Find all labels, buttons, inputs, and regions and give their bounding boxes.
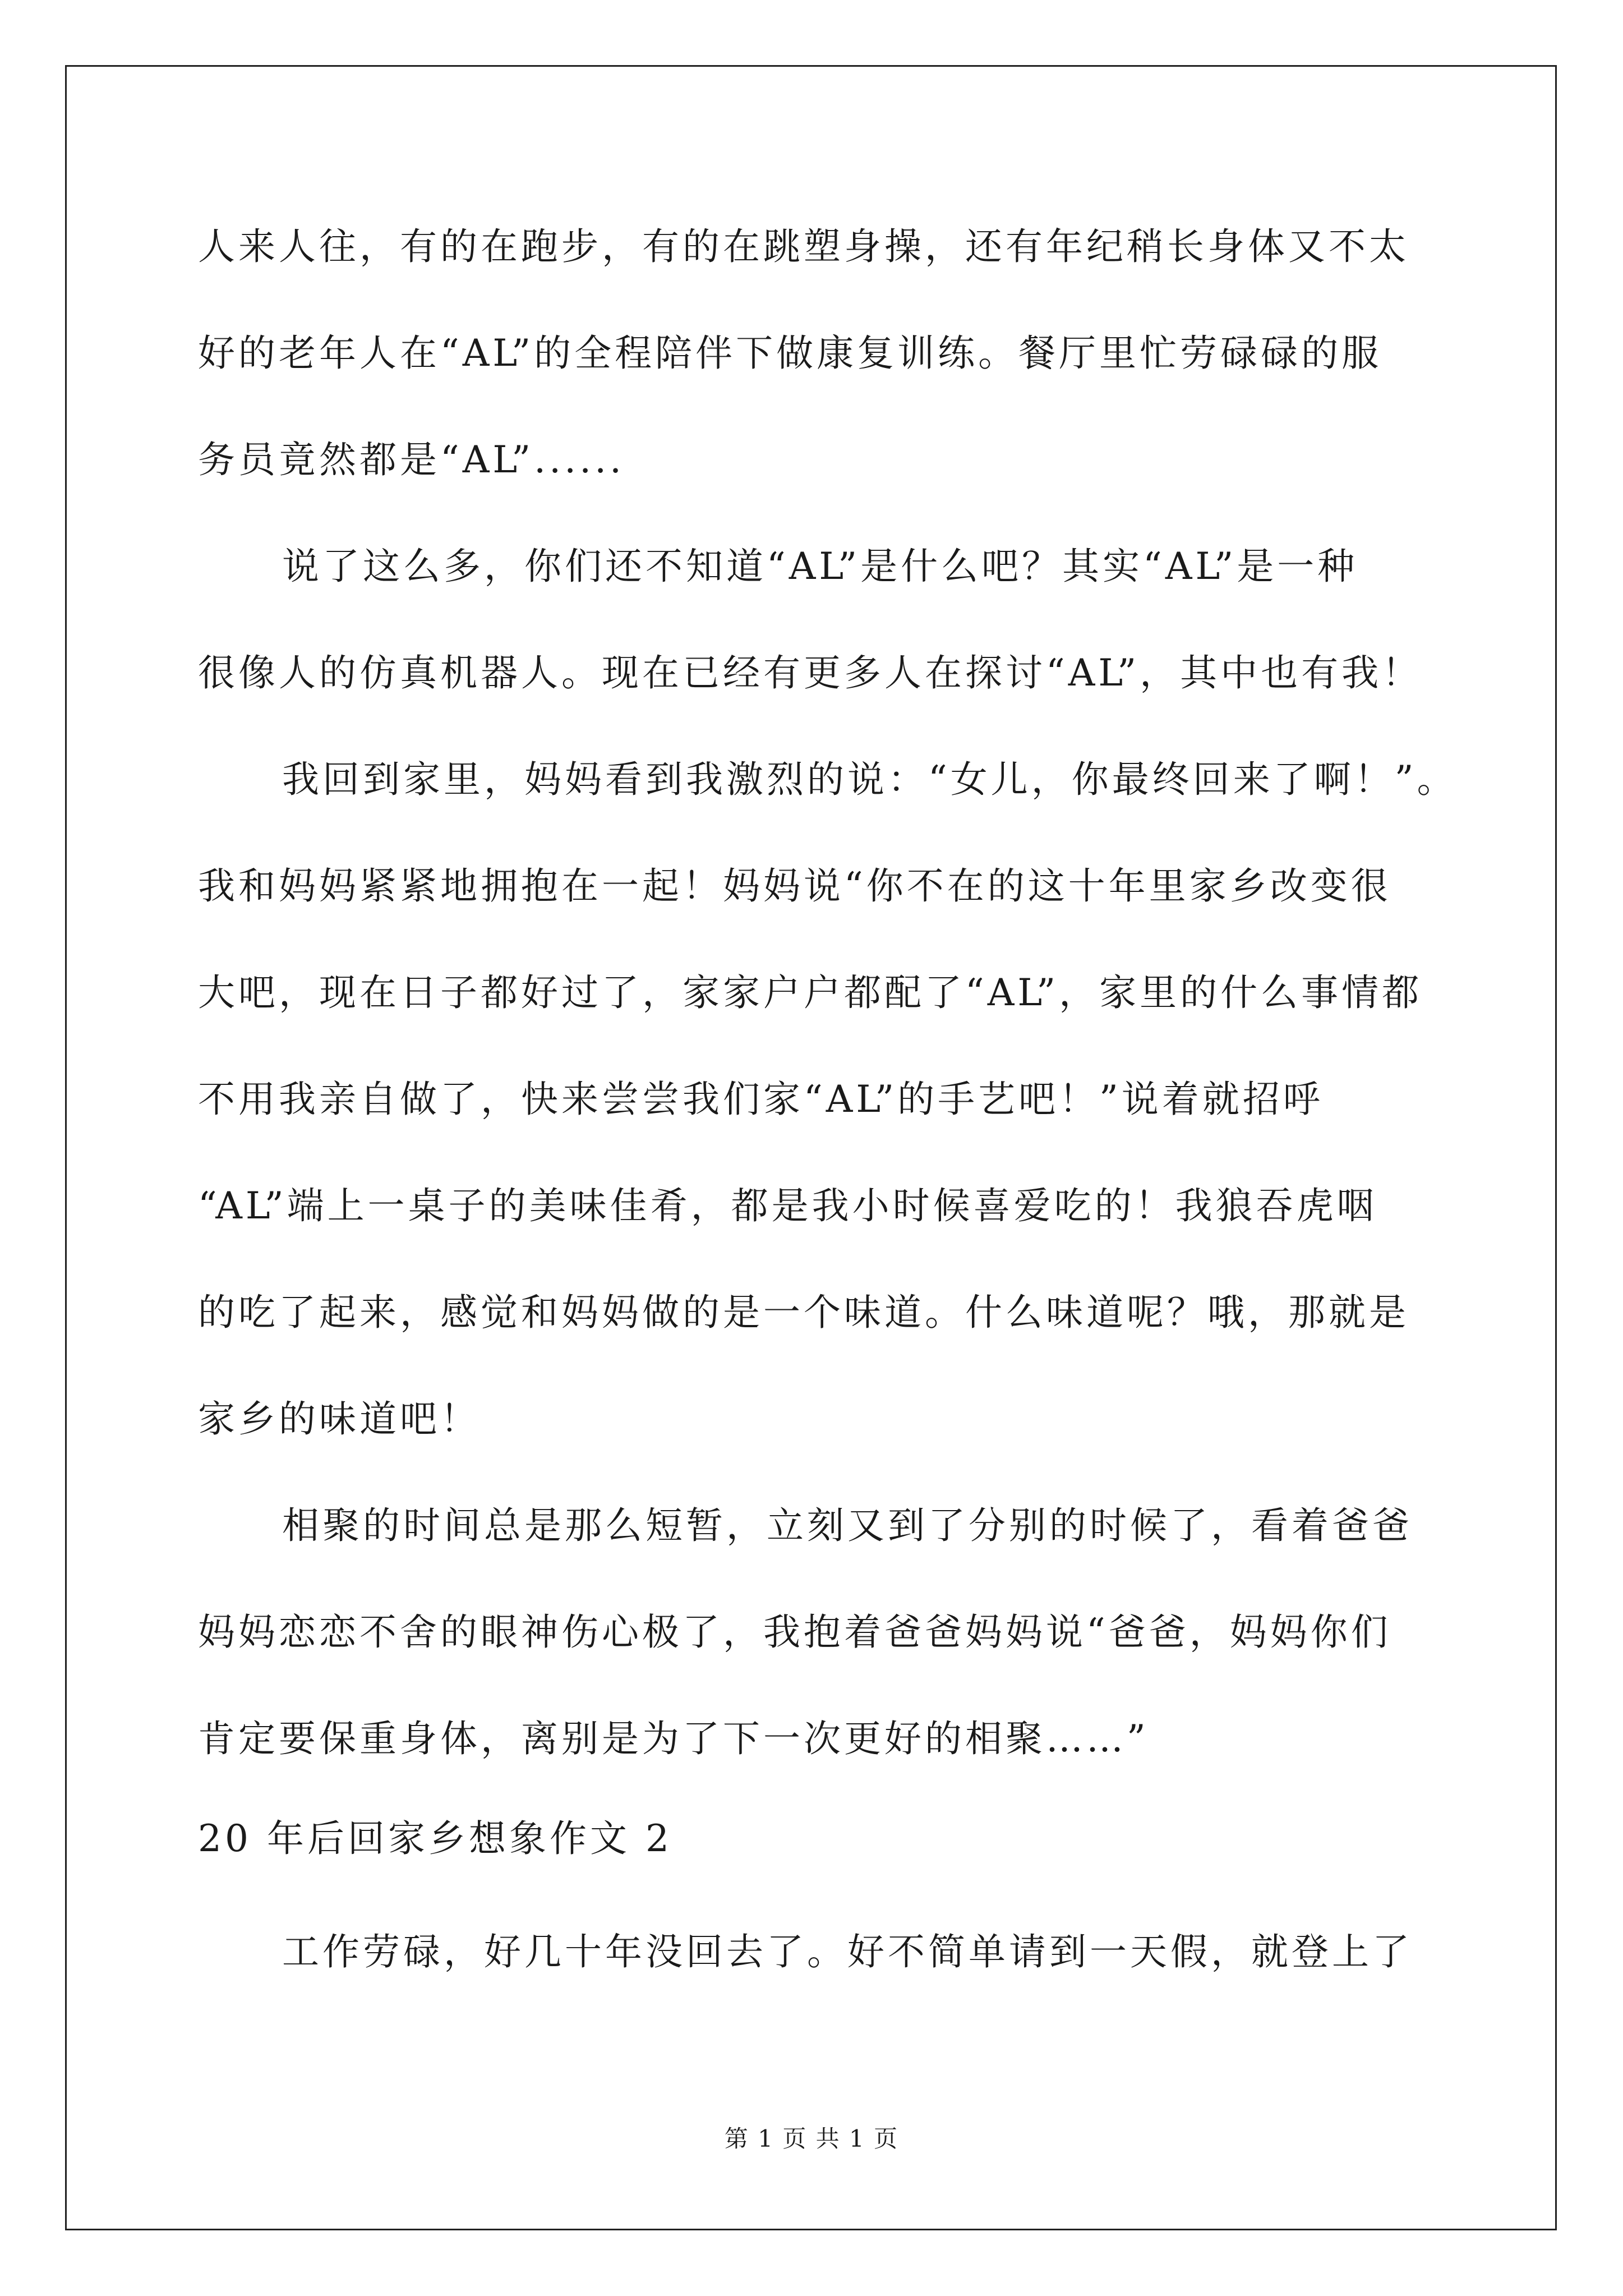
text-line-13: 相聚的时间总是那么短暂，立刻又到了分别的时候了，看着爸爸 (282, 1504, 1413, 1547)
text-line-12: 家乡的味道吧！ (198, 1397, 481, 1441)
text-line-2: 好的老年人在“AL”的全程陪伴下做康复训练。餐厅里忙劳碌碌的服 (198, 332, 1382, 375)
text-line-17: 工作劳碌，好几十年没回去了。好不简单请到一天假，就登上了 (282, 1930, 1413, 1973)
text-line-10: “AL”端上一桌子的美味佳肴，都是我小时候喜爱吃的！我狼吞虎咽 (198, 1184, 1377, 1227)
text-line-8: 大吧，现在日子都好过了，家家户户都配了“AL”，家里的什么事情都 (198, 971, 1423, 1014)
text-line-3: 务员竟然都是“AL”...... (198, 438, 625, 481)
text-line-5: 很像人的仿真机器人。现在已经有更多人在探讨“AL”，其中也有我！ (198, 651, 1423, 694)
text-line-4: 说了这么多，你们还不知道“AL”是什么吧？其实“AL”是一种 (282, 545, 1358, 588)
text-line-14: 妈妈恋恋不舍的眼神伤心极了，我抱着爸爸妈妈说“爸爸，妈妈你们 (198, 1611, 1391, 1654)
text-line-7: 我和妈妈紧紧地拥抱在一起！妈妈说“你不在的这十年里家乡改变很 (198, 864, 1391, 908)
text-line-15: 肯定要保重身体，离别是为了下一次更好的相聚……” (198, 1717, 1149, 1760)
text-line-9: 不用我亲自做了，快来尝尝我们家“AL”的手艺吧！”说着就招呼 (198, 1078, 1324, 1121)
page-footer: 第 1 页 共 1 页 (724, 2125, 899, 2152)
text-line-1: 人来人往，有的在跑步，有的在跳塑身操，还有年纪稍长身体又不太 (198, 225, 1409, 268)
page-frame (65, 65, 1557, 2230)
text-line-6: 我回到家里，妈妈看到我激烈的说：“女儿，你最终回来了啊！”。 (282, 758, 1458, 801)
section-heading: 20 年后回家乡想象作文 2 (198, 1817, 672, 1860)
text-line-11: 的吃了起来，感觉和妈妈做的是一个味道。什么味道呢？哦，那就是 (198, 1291, 1409, 1334)
